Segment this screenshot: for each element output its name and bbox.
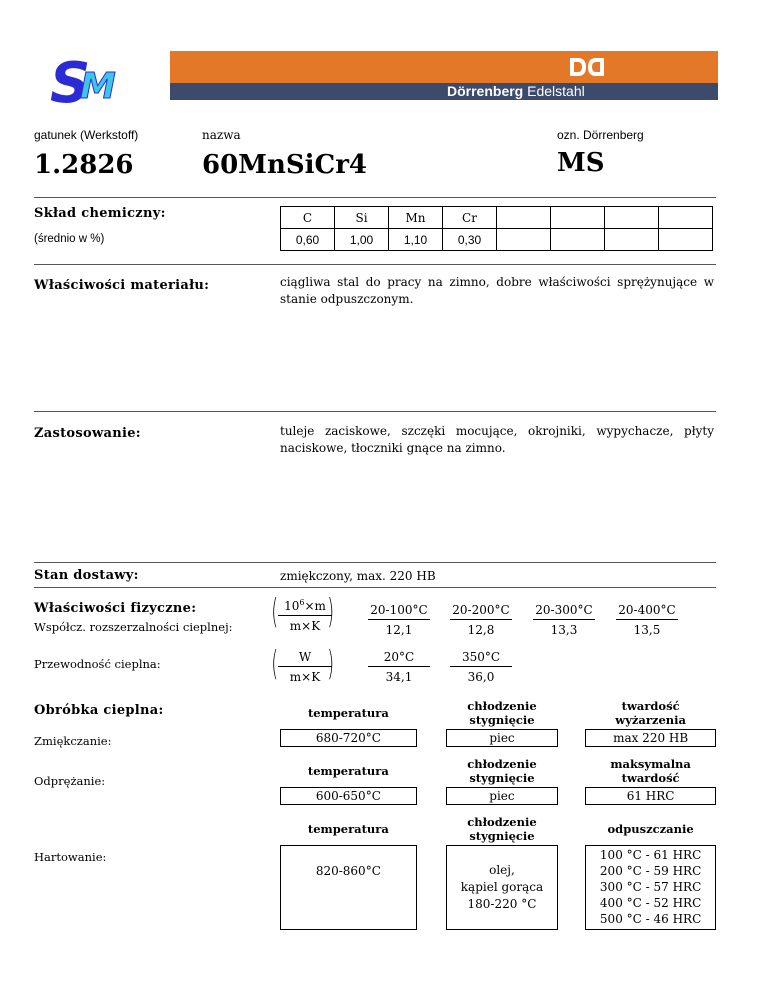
hardening-temp: 820-860°C bbox=[281, 845, 417, 929]
delivery-text: zmiękczony, max. 220 HB bbox=[280, 569, 436, 583]
element-cell bbox=[551, 207, 605, 229]
value-cell: 1,00 bbox=[335, 229, 389, 251]
name-label: nazwa bbox=[202, 128, 241, 142]
softening-label: Zmiękczanie: bbox=[34, 734, 112, 748]
element-cell: Cr bbox=[443, 207, 497, 229]
conductivity-unit-left-bracket: ( bbox=[271, 644, 278, 684]
value-cell bbox=[497, 229, 551, 251]
stress-relief-cooling: piec bbox=[446, 787, 558, 804]
expansion-unit: $\frac{10^6\times m}{m\times K}$ bbox=[278, 598, 332, 633]
brand-name: Dörrenberg Edelstahl bbox=[447, 83, 585, 99]
hardening-table bbox=[280, 813, 716, 930]
conductivity-col: $\frac{350^\circ C}{36,0}$ bbox=[450, 650, 512, 684]
element-cell: C bbox=[281, 207, 335, 229]
divider-2 bbox=[34, 264, 716, 265]
sm-logo-icon bbox=[50, 50, 130, 112]
composition-values-row bbox=[281, 229, 713, 251]
hardening-tempering bbox=[586, 845, 716, 929]
expansion-label: Współcz. rozszerzalności cieplnej: bbox=[34, 620, 233, 634]
application-text: tuleje zaciskowe, szczęki mocujące, okrojniki, wypychacze, płyty naciskowe, tłoczniki gnące na zimno. bbox=[280, 424, 714, 455]
stress-relief-label: Odprężanie: bbox=[34, 774, 106, 788]
stress-relief-h-cooling: chłodzenie stygnięcie bbox=[446, 755, 558, 787]
element-cell bbox=[659, 207, 713, 229]
hardening-h-temp: temperatura bbox=[281, 813, 417, 845]
element-cell: Mn bbox=[389, 207, 443, 229]
brand-banner-orange bbox=[170, 51, 718, 83]
conductivity-col: $\frac{20^\circ C}{34,1}$ bbox=[368, 650, 430, 684]
hardening-h-cooling: chłodzenie stygnięcie bbox=[446, 813, 558, 845]
grade-value: 1.2826 bbox=[34, 150, 134, 180]
physical-title: Właściwości fizyczne: bbox=[34, 601, 197, 616]
expansion-col: $\frac{20-300^\circ C}{13,3}$ bbox=[533, 603, 595, 637]
code-value: MS bbox=[557, 148, 605, 178]
hardening-cooling: olej, kąpiel gorąca 180-220 °C bbox=[446, 845, 558, 929]
expansion-col: $\frac{20-200^\circ C}{12,8}$ bbox=[450, 603, 512, 637]
heat-treatment-title: Obróbka cieplna: bbox=[34, 703, 164, 718]
value-cell bbox=[605, 229, 659, 251]
expansion-unit-left-bracket: ( bbox=[271, 592, 278, 632]
sm-logo-s: S bbox=[50, 51, 91, 112]
conductivity-unit: $\frac{W}{m\times K}$ bbox=[278, 650, 332, 684]
divider-1 bbox=[34, 197, 716, 198]
properties-title: Właściwości materiału: bbox=[34, 278, 210, 293]
code-label: ozn. Dörrenberg bbox=[557, 128, 644, 142]
stress-relief-temp: 600-650°C bbox=[281, 787, 417, 804]
divider-4 bbox=[34, 562, 716, 563]
conductivity-unit-right-bracket: ) bbox=[327, 644, 334, 684]
softening-h-cooling: chłodzenie stygnięcie bbox=[446, 697, 558, 729]
grade-label: gatunek (Werkstoff) bbox=[34, 128, 139, 142]
stress-relief-h-hardness: maksymalna twardość bbox=[586, 755, 716, 787]
element-cell bbox=[605, 207, 659, 229]
composition-elements-row bbox=[281, 207, 713, 229]
softening-temp: 680-720°C bbox=[281, 729, 417, 746]
tempering-row: 400 °C - 52 HRC bbox=[599, 896, 702, 910]
softening-table bbox=[280, 697, 716, 747]
tempering-row: 100 °C - 61 HRC bbox=[599, 848, 702, 862]
hardening-h-tempering: odpuszczanie bbox=[586, 813, 716, 845]
expansion-unit-right-bracket: ) bbox=[327, 592, 334, 632]
doerrenberg-logo-icon bbox=[568, 56, 606, 78]
tempering-row: 300 °C - 57 HRC bbox=[599, 880, 702, 894]
composition-title: Skład chemiczny: bbox=[34, 206, 166, 221]
value-cell bbox=[659, 229, 713, 251]
softening-h-hardness: twardość wyżarzenia bbox=[586, 697, 716, 729]
composition-subtitle: (średnio w %) bbox=[34, 233, 105, 245]
softening-hardness: max 220 HB bbox=[586, 729, 716, 746]
tempering-row: 200 °C - 59 HRC bbox=[599, 864, 702, 878]
name-value: 60MnSiCr4 bbox=[202, 150, 368, 180]
conductivity-label: Przewodność cieplna: bbox=[34, 657, 161, 671]
element-cell: Si bbox=[335, 207, 389, 229]
hardening-label: Hartowanie: bbox=[34, 850, 107, 864]
divider-3 bbox=[34, 411, 716, 412]
softening-h-temp: temperatura bbox=[281, 697, 417, 729]
properties-text: ciągliwa stal do pracy na zimno, dobre właściwości sprężynujące w stanie odpuszczonym. bbox=[280, 275, 714, 306]
svg-text:M: M bbox=[80, 66, 116, 107]
divider-5 bbox=[34, 587, 716, 588]
expansion-col: $\frac{20-100^\circ C}{12,1}$ bbox=[368, 603, 430, 637]
softening-cooling: piec bbox=[446, 729, 558, 746]
expansion-col: $\frac{20-400^\circ C}{13,5}$ bbox=[616, 603, 678, 637]
value-cell: 0,30 bbox=[443, 229, 497, 251]
stress-relief-table bbox=[280, 755, 716, 805]
stress-relief-h-temp: temperatura bbox=[281, 755, 417, 787]
tempering-row: 500 °C - 46 HRC bbox=[599, 912, 702, 926]
value-cell bbox=[551, 229, 605, 251]
value-cell: 1,10 bbox=[389, 229, 443, 251]
stress-relief-hardness: 61 HRC bbox=[586, 787, 716, 804]
sm-logo bbox=[50, 50, 130, 112]
element-cell bbox=[497, 207, 551, 229]
application-title: Zastosowanie: bbox=[34, 426, 141, 441]
composition-table bbox=[280, 206, 713, 251]
delivery-title: Stan dostawy: bbox=[34, 568, 139, 583]
value-cell: 0,60 bbox=[281, 229, 335, 251]
